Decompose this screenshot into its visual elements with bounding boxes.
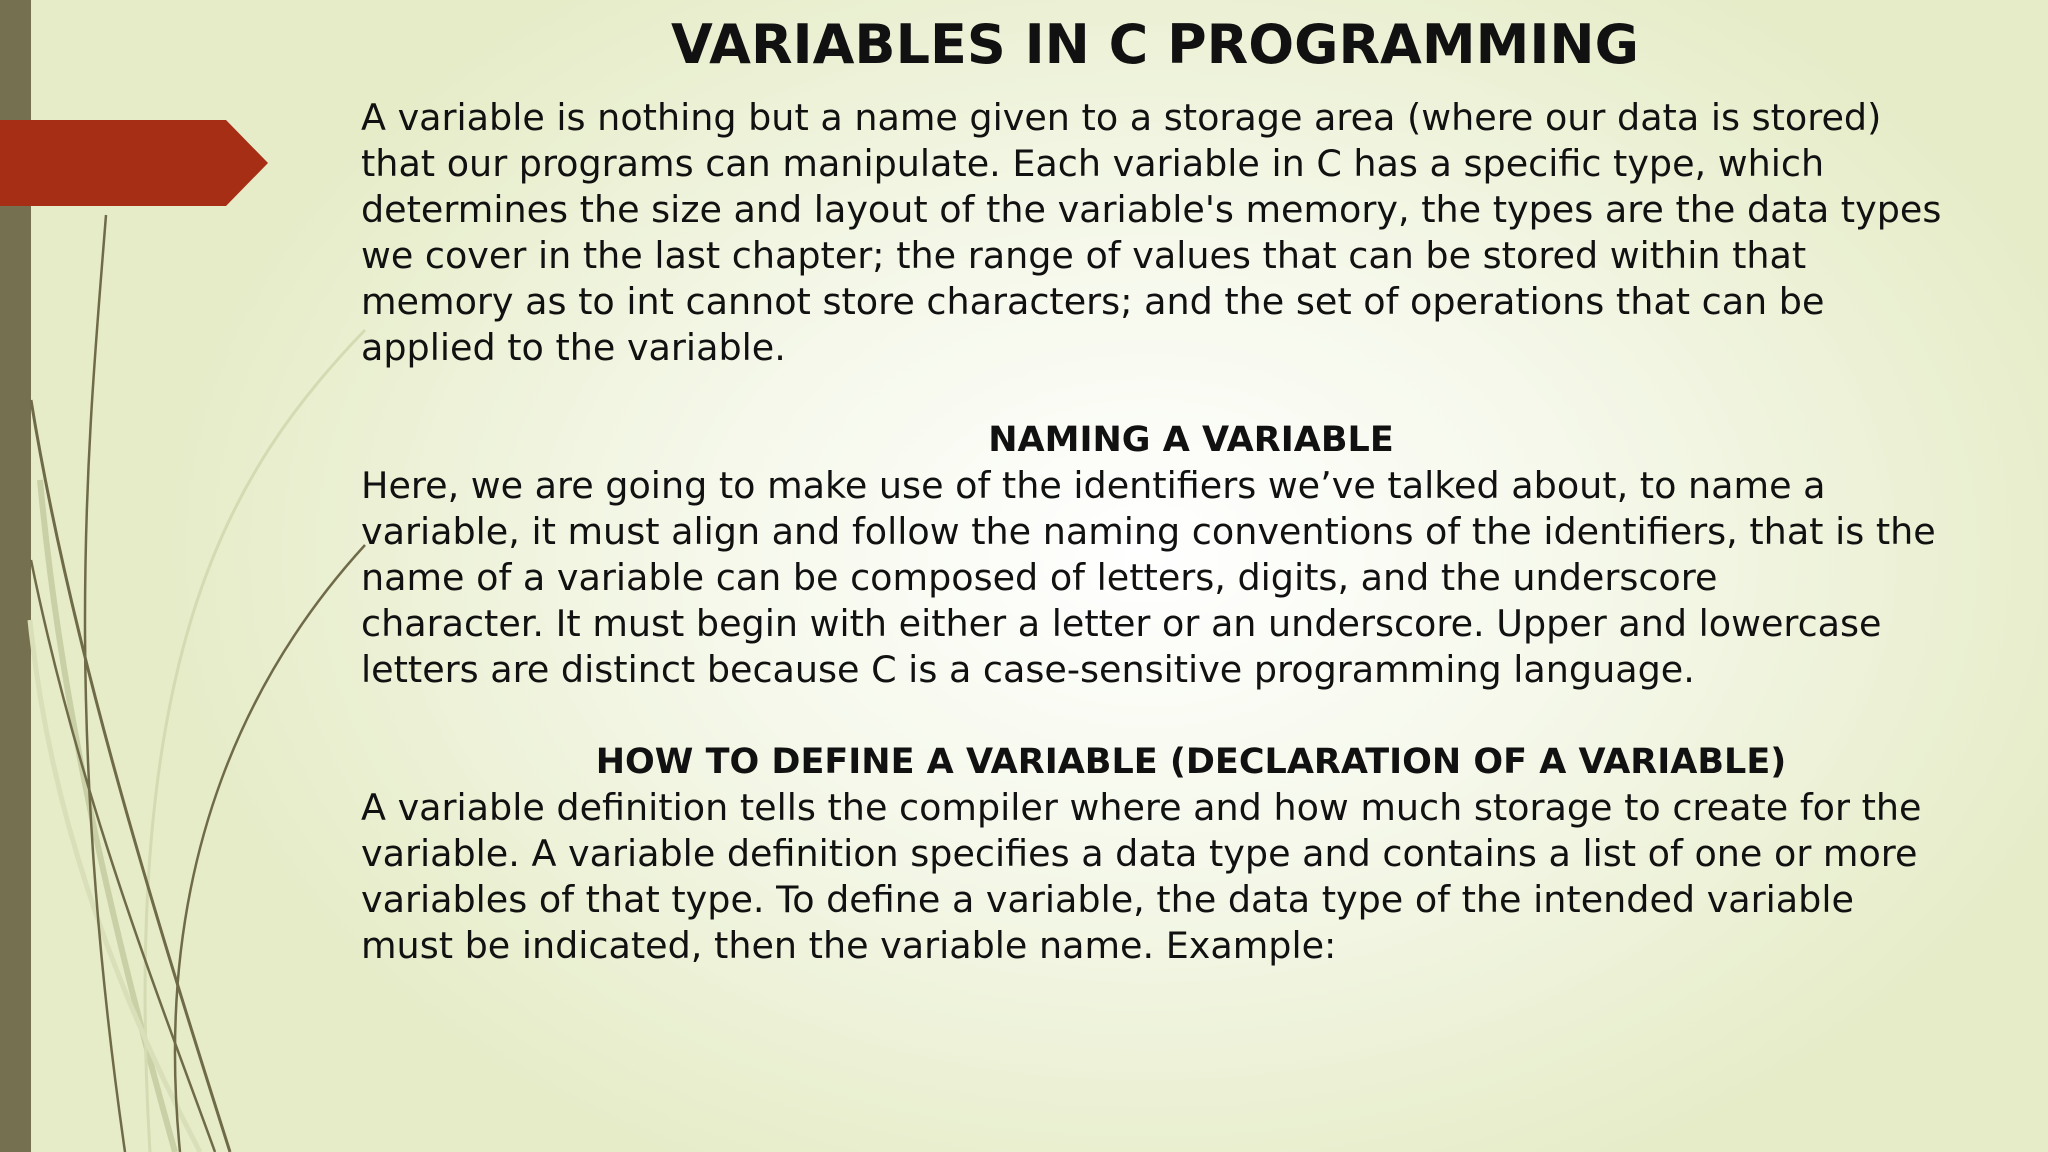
slide-content <box>361 95 2021 969</box>
paragraph-line: A variable definition tells the compiler where and how much storage to create for the <box>361 786 1922 829</box>
intro-paragraph <box>361 95 2021 371</box>
naming-heading: NAMING A VARIABLE <box>988 420 1394 460</box>
paragraph-line: variable, it must align and follow the naming conventions of the identifiers, that is the <box>361 510 1936 553</box>
paragraph-line: determines the size and layout of the variable's memory, the types are the data types <box>361 188 1942 231</box>
define-paragraph <box>361 785 2021 969</box>
paragraph-line: that our programs can manipulate. Each variable in C has a specific type, which <box>361 142 1825 185</box>
paragraph-line: applied to the variable. <box>361 326 786 369</box>
paragraph-line: name of a variable can be composed of letters, digits, and the underscore <box>361 556 1718 599</box>
accent-arrow-shape <box>0 120 268 206</box>
naming-paragraph <box>361 463 2021 693</box>
paragraph-line: letters are distinct because C is a case-sensitive programming language. <box>361 648 1695 691</box>
define-heading: HOW TO DEFINE A VARIABLE (DECLARATION OF A VARIABLE) <box>595 742 1787 782</box>
spacer <box>361 371 2021 417</box>
decorative-curve-dark <box>31 400 230 1152</box>
spacer <box>361 693 2021 739</box>
decorative-curve-light <box>145 330 365 1152</box>
paragraph-line: must be indicated, then the variable name. Example: <box>361 924 1337 967</box>
paragraph-line: we cover in the last chapter; the range of values that can be stored within that <box>361 234 1807 277</box>
paragraph-line: variables of that type. To define a variable, the data type of the intended variable <box>361 878 1854 921</box>
paragraph-line: character. It must begin with either a letter or an underscore. Upper and lowercase <box>361 602 1882 645</box>
paragraph-line: memory as to int cannot store characters; and the set of operations that can be <box>361 280 1825 323</box>
paragraph-line: variable. A variable definition specifies a data type and contains a list of one or more <box>361 832 1918 875</box>
paragraph-line: Here, we are going to make use of the identifiers we’ve talked about, to name a <box>361 464 1826 507</box>
paragraph-line: A variable is nothing but a name given to a storage area (where our data is stored) <box>361 96 1882 139</box>
decorative-curve-dark <box>175 545 365 1152</box>
slide-title: VARIABLES IN C PROGRAMMING <box>671 13 1639 76</box>
